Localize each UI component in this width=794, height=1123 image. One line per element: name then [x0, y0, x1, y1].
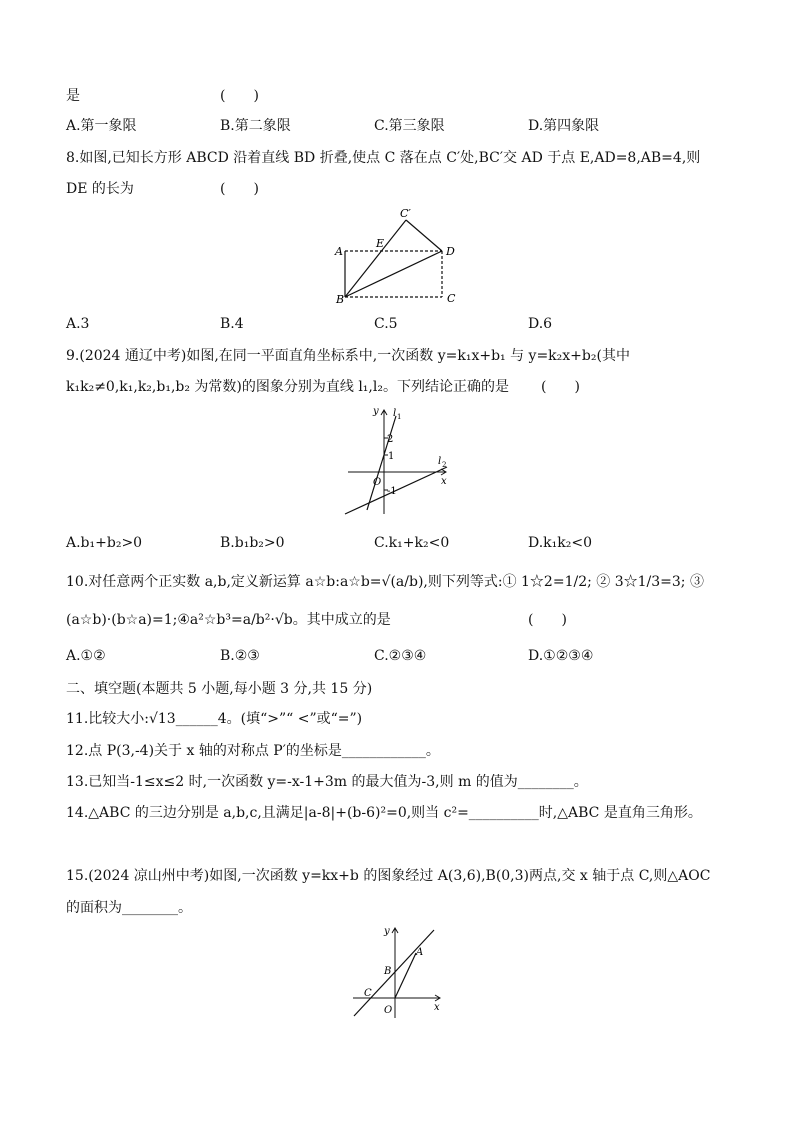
q8-option-c: C.5 [374, 316, 398, 332]
q7-option-b: B.第二象限 [220, 118, 291, 134]
q9-label-l1-sub: 1 [397, 413, 402, 421]
q8-label-e: E [376, 237, 385, 250]
q9-label-1: 1 [388, 451, 395, 462]
q9-label-x: x [441, 476, 447, 487]
q8-stem-line1: 8.如图,已知长方形 ABCD 沿着直线 BD 折叠,使点 C 落在点 C′处,BC′交 AD 于点 E,AD=8,AB=4,则 [66, 150, 701, 166]
q8-line-bc-prime [345, 220, 406, 297]
q8-label-c-prime: C′ [400, 207, 411, 220]
q10-option-a: A.①② [66, 648, 106, 664]
q8-line-c-prime-d [406, 220, 442, 251]
q8-option-d: D.6 [528, 316, 553, 332]
q10-option-c: C.②③④ [374, 648, 427, 664]
q12-stem: 12.点 P(3,-4)关于 x 轴的对称点 P′的坐标是____________。 [66, 743, 440, 759]
q15-line-ab [354, 930, 434, 1016]
q15-segment-oa [395, 953, 416, 998]
q9-option-d: D.k₁k₂<0 [528, 535, 593, 551]
q15-label-o: O [384, 1005, 393, 1016]
q7-option-d: D.第四象限 [528, 118, 600, 134]
q14-stem: 14.△ABC 的三边分别是 a,b,c,且满足|a-8|+(b-6)²=0,则当 c²=__________时,△ABC 是直角三角形。 [66, 805, 702, 821]
q7-answer-paren: ( ) [220, 88, 259, 104]
q8-label-a: A [335, 245, 343, 258]
q8-label-b: B [336, 293, 345, 306]
q9-label-neg1: -1 [387, 486, 397, 497]
q10-option-b: B.②③ [220, 648, 260, 664]
q9-label-y: y [373, 406, 379, 417]
q9-label-2: 2 [387, 434, 394, 445]
q8-option-b: B.4 [220, 316, 244, 332]
q9-option-a: A.b₁+b₂>0 [66, 535, 143, 551]
q9-stem-line2: k₁k₂≠0,k₁,k₂,b₁,b₂ 为常数)的图象分别为直线 l₁,l₂。下列结论正确的是 [66, 379, 509, 395]
q15-coordinate-figure [348, 922, 448, 1022]
q9-option-c: C.k₁+k₂<0 [374, 535, 450, 551]
q9-coordinate-figure [340, 402, 455, 520]
q15-stem-line1: 15.(2024 凉山州中考)如图,一次函数 y=kx+b 的图象经过 A(3,6),B(0,3)两点,交 x 轴于点 C,则△AOC [66, 868, 711, 884]
q8-label-c: C [447, 292, 456, 305]
q15-label-y: y [384, 926, 390, 937]
q15-label-b: B [384, 966, 392, 977]
q10-stem-line2: (a☆b)·(b☆a)=1;④a²☆b³=a/b²·√b。其中成立的是 [66, 612, 391, 628]
q10-option-d: D.①②③④ [528, 648, 594, 664]
q8-label-d: D [446, 245, 455, 258]
section-2-heading: 二、填空题(本题共 5 小题,每小题 3 分,共 15 分) [66, 681, 373, 697]
q7-continuation: 是 [66, 88, 80, 104]
q8-option-a: A.3 [66, 316, 90, 332]
q9-option-b: B.b₁b₂>0 [220, 535, 285, 551]
q15-stem-line2: 的面积为________。 [66, 900, 192, 916]
q7-option-a: A.第一象限 [66, 118, 137, 134]
q8-answer-paren: ( ) [220, 181, 259, 197]
q9-label-l2-sub: 2 [442, 461, 447, 469]
q8-diagonal-bd [345, 251, 442, 297]
q13-stem: 13.已知当-1≤x≤2 时,一次函数 y=-x-1+3m 的最大值为-3,则 m 的值为________。 [66, 774, 588, 790]
q11-stem: 11.比较大小:√13______4。(填“>”“ <”或“=”) [66, 711, 363, 727]
q15-label-x: x [434, 1002, 440, 1013]
q9-label-l2: l [438, 456, 442, 467]
q8-rectangle-fold-figure [330, 205, 465, 310]
q10-stem-line1: 10.对任意两个正实数 a,b,定义新运算 a☆b:a☆b=√(a/b),则下列等式:① 1☆2=1/2; ② 3☆1/3=3; ③ [66, 574, 704, 590]
q15-label-a: A [416, 947, 424, 958]
q7-option-c: C.第三象限 [374, 118, 445, 134]
q15-label-c: C [364, 988, 372, 999]
q8-stem-line2: DE 的长为 [66, 181, 134, 197]
q9-label-l1: l [393, 408, 397, 419]
q9-stem-line1: 9.(2024 通辽中考)如图,在同一平面直角坐标系中,一次函数 y=k₁x+b₁ 与 y=k₂x+b₂(其中 [66, 348, 630, 364]
q10-answer-paren: ( ) [528, 612, 567, 628]
q9-answer-paren: ( ) [541, 379, 580, 395]
q9-label-o: O [373, 477, 382, 488]
